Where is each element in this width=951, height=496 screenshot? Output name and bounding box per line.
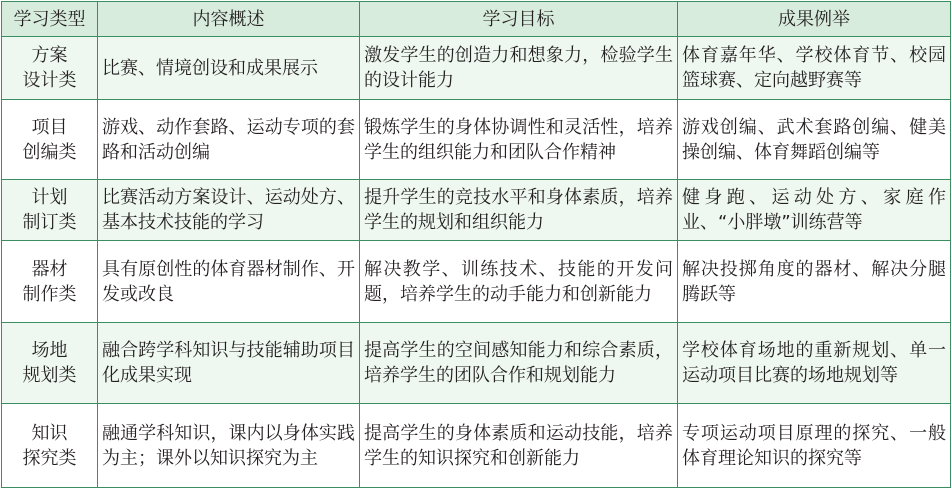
learning-types-table bbox=[1, 1, 951, 488]
header-type: 学习类型 bbox=[2, 2, 98, 37]
type-line-1: 场地 bbox=[31, 340, 68, 361]
type-cell bbox=[2, 241, 98, 323]
example-cell: 专项运动项目原理的探究、一般体育理论知识的探究等 bbox=[678, 404, 951, 488]
content-cell: 融合跨学科知识与技能辅助项目化成果实现 bbox=[98, 323, 360, 404]
type-cell bbox=[2, 37, 98, 100]
content-cell: 比赛、情境创设和成果展示 bbox=[98, 37, 360, 100]
goal-cell: 提升学生的竞技水平和身体素质，培养学生的规划和组织能力 bbox=[360, 180, 678, 241]
header-goal: 学习目标 bbox=[360, 2, 678, 37]
table-row bbox=[2, 37, 951, 100]
example-cell: 游戏创编、武术套路创编、健美操创编、体育舞蹈创编等 bbox=[678, 100, 951, 180]
goal-cell: 激发学生的创造力和想象力，检验学生的设计能力 bbox=[360, 37, 678, 100]
goal-cell: 锻炼学生的身体协调性和灵活性，培养学生的组织能力和团队合作精神 bbox=[360, 100, 678, 180]
example-cell: 健身跑、运动处方、家庭作业、“小胖墩”训练营等 bbox=[678, 180, 951, 241]
table-row bbox=[2, 100, 951, 180]
content-cell: 比赛活动方案设计、运动处方、基本技术技能的学习 bbox=[98, 180, 360, 241]
goal-cell: 提高学生的身体素质和运动技能，培养学生的知识探究和创新能力 bbox=[360, 404, 678, 488]
type-cell bbox=[2, 404, 98, 488]
type-line-2: 设计类 bbox=[22, 70, 77, 91]
type-line-2: 制订类 bbox=[22, 212, 77, 233]
table-row bbox=[2, 323, 951, 404]
type-line-2: 探究类 bbox=[22, 447, 77, 469]
example-cell: 解决投掷角度的器材、解决分腿腾跃等 bbox=[678, 241, 951, 323]
header-example: 成果例举 bbox=[678, 2, 951, 37]
header-content: 内容概述 bbox=[98, 2, 360, 37]
type-line-1: 器材 bbox=[31, 258, 68, 280]
table-row bbox=[2, 241, 951, 323]
content-cell: 游戏、动作套路、运动专项的套路和活动创编 bbox=[98, 100, 360, 180]
type-line-2: 制作类 bbox=[22, 283, 77, 305]
goal-cell: 解决教学、训练技术、技能的开发问题，培养学生的动手能力和创新能力 bbox=[360, 241, 678, 323]
type-line-1: 方案 bbox=[31, 45, 68, 66]
table-row bbox=[2, 404, 951, 488]
example-cell: 体育嘉年华、学校体育节、校园篮球赛、定向越野赛等 bbox=[678, 37, 951, 100]
type-line-2: 规划类 bbox=[22, 365, 77, 386]
goal-cell: 提高学生的空间感知能力和综合素质，培养学生的团队合作和规划能力 bbox=[360, 323, 678, 404]
type-line-1: 项目 bbox=[31, 116, 68, 138]
content-cell: 具有原创性的体育器材制作、开发或改良 bbox=[98, 241, 360, 323]
type-cell bbox=[2, 323, 98, 404]
header-row bbox=[2, 2, 951, 37]
example-cell: 学校体育场地的重新规划、单一运动项目比赛的场地规划等 bbox=[678, 323, 951, 404]
content-cell: 融通学科知识，课内以身体实践为主；课外以知识探究为主 bbox=[98, 404, 360, 488]
type-line-1: 知识 bbox=[31, 422, 68, 444]
type-line-2: 创编类 bbox=[22, 141, 77, 163]
type-cell bbox=[2, 180, 98, 241]
type-cell bbox=[2, 100, 98, 180]
table-row bbox=[2, 180, 951, 241]
type-line-1: 计划 bbox=[31, 187, 68, 208]
